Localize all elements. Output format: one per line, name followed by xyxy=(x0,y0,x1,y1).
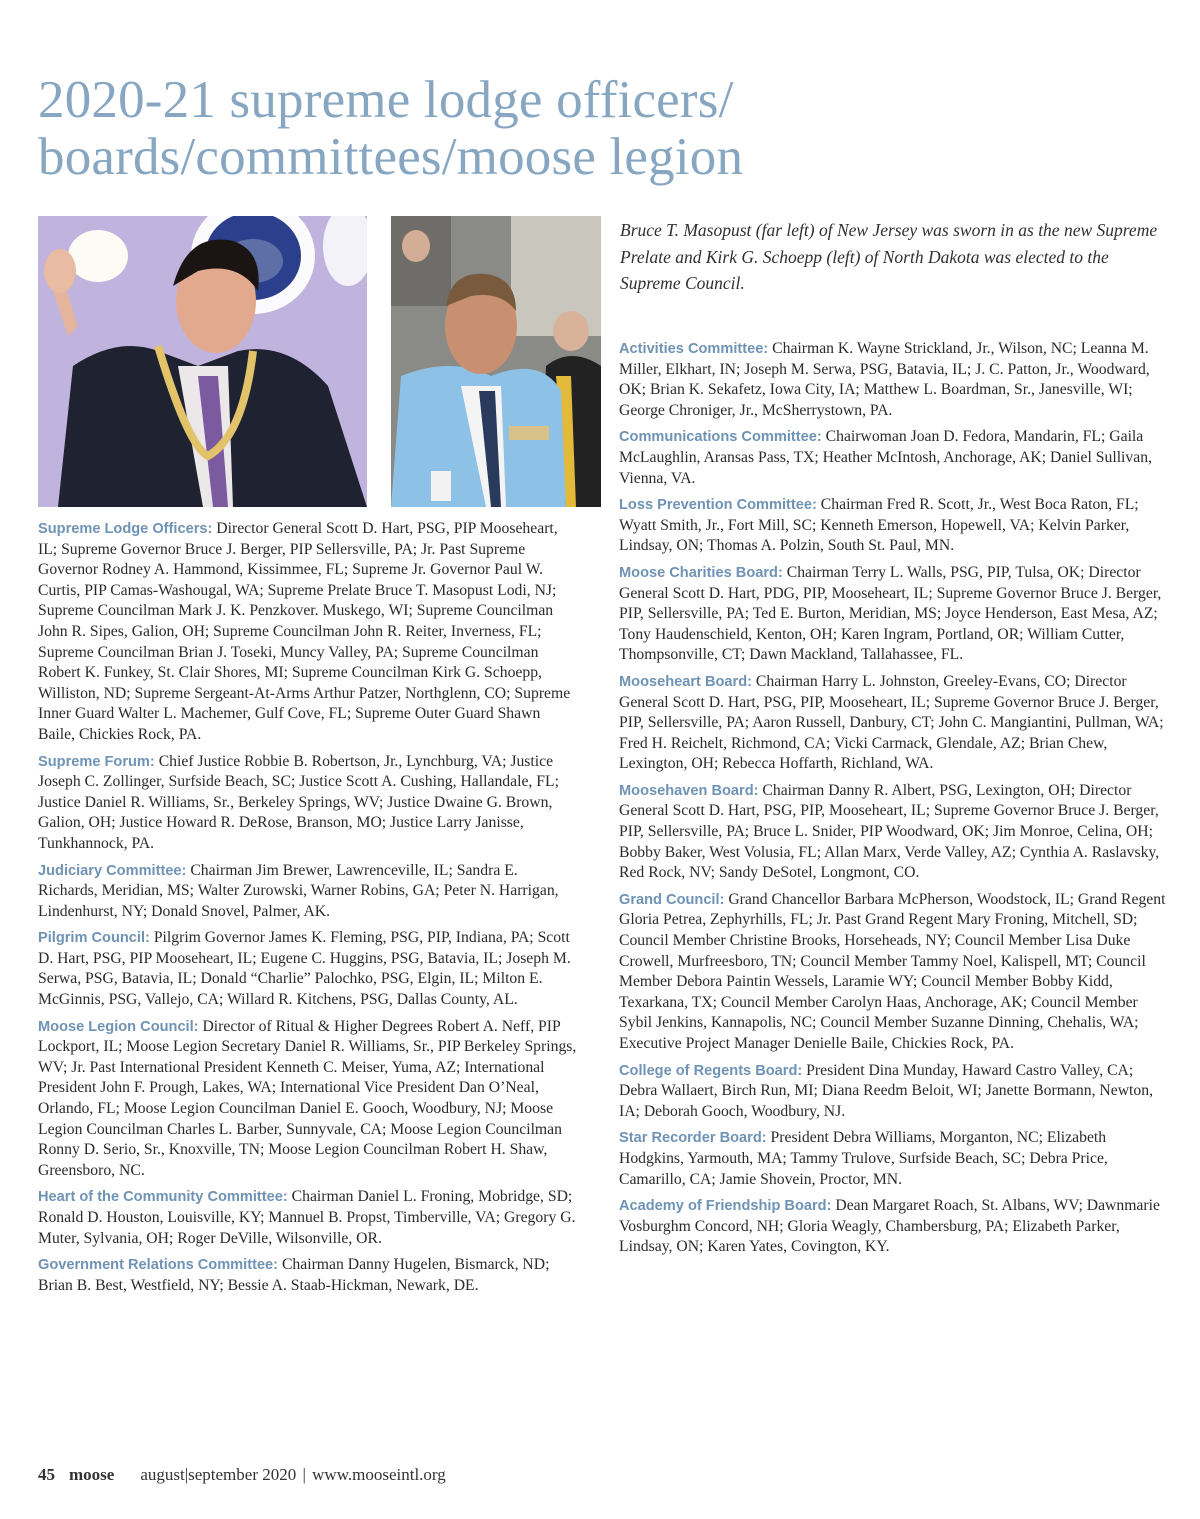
entry-text: Chairman Danny R. Albert, PSG, Lexington, OH; Director General Scott D. Hart, PSG, PIP, Mooseheart, IL; Supreme Governor Bruce J. Berger, PIP, Sellersville, PA; Bruce L. Snider, PIP Woodward, OK; Jim Monroe, Celina, OH; Bobby Baker, West Volusia, FL; Allan Marx, Verde Valley, AZ; Cynthia A. Raslavsky, Red Rock, NV; Sandy DeSotel, Longmont, CO. xyxy=(619,781,1160,882)
photo-caption: Bruce T. Masopust (far left) of New Jersey was sworn in as the new Supreme Prelate and Kirk G. Schoepp (left) of North Dakota was elected to the Supreme Council. xyxy=(620,220,1158,293)
entry-judiciary-committee xyxy=(38,861,578,923)
entry-heading: Star Recorder Board: xyxy=(619,1130,767,1147)
entry-grand-council xyxy=(619,890,1167,1055)
entry-heading: College of Regents Board: xyxy=(619,1062,803,1079)
entry-text: President Debra Williams, Morganton, NC; Elizabeth Hodgkins, Yarmouth, MA; Tammy Trulove, Surfside Beach, SC; Debra Price, Camarillo, CA; Jamie Shovein, Proctor, MN. xyxy=(619,1129,1108,1188)
entry-heart-of-the-community xyxy=(38,1187,578,1249)
entry-heading: Supreme Forum: xyxy=(38,753,155,770)
page-footer xyxy=(38,1465,446,1485)
entry-text: Director of Ritual & Higher Degrees Robert A. Neff, PIP Lockport, IL; Moose Legion Secretary Daniel R. Williams, Sr., PIP Berkeley Springs, WV; Jr. Past International President Kenneth C. Meiser, Yuma, AZ; International President John F. Prough, Lakes, WA; International Vice President Dan O’Neal, Orlando, FL; Moose Legion Councilman Daniel E. Gooch, Woodbury, NJ; Moose Legion Councilman Charles L. Barber, Sunnyvale, CA; Moose Legion Councilman Ronny D. Serio, Sr., Knoxville, TN; Moose Legion Councilman Robert H. Shaw, Greensboro, NC. xyxy=(38,1017,577,1179)
entry-heading: Pilgrim Council: xyxy=(38,930,150,947)
entry-supreme-lodge-officers xyxy=(38,519,578,746)
entry-activities-committee xyxy=(619,339,1167,421)
entry-heading: Loss Prevention Committee: xyxy=(619,497,817,514)
title-line-1: 2020-21 supreme lodge officers/ xyxy=(38,71,734,129)
entry-text: Chairman Daniel L. Froning, Mobridge, SD; Ronald D. Houston, Louisville, KY; Mannuel B. Propst, Timberville, VA; Gregory G. Muter, Sylvania, OH; Roger DeVille, Wilsonville, OR. xyxy=(38,1188,576,1247)
page-title xyxy=(38,72,1158,186)
photo-masopust-sworn-in xyxy=(38,216,367,507)
entry-text: Chairman Harry L. Johnston, Greeley-Evans, CO; Director General Scott D. Hart, PSG, PIP, Mooseheart, IL; Supreme Governor Bruce J. Berger, PIP, Sellersville, PA; Aaron Russell, Danbury, CT; John C. Mangiantini, Pullman, WA; Fred H. Reichelt, Richmond, CA; Vicki Carmack, Glendale, AZ; Brian Chew, Lexington, OH; Rebecca Hoffarth, Richland, WA. xyxy=(619,672,1164,773)
entry-text: Director General Scott D. Hart, PSG, PIP Mooseheart, IL; Supreme Governor Bruce J. Berger, PIP Sellersville, PA; Jr. Past Supreme Governor Rodney A. Hammond, Kissimmee, FL; Supreme Jr. Governor Paul W. Curtis, PIP Camas-Washougal, WA; Supreme Prelate Bruce T. Masopust Lodi, NJ; Supreme Councilman Mark J. K. Penzkover. Muskego, WI; Supreme Councilman John R. Sipes, Galion, OH; Supreme Councilman John R. Reiter, Inverness, FL; Supreme Councilman Brian J. Toseki, Muncy Valley, PA; Supreme Councilman Robert K. Funkey, St. Clair Shores, MI; Supreme Councilman Kirk G. Schoepp, Williston, ND; Supreme Sergeant-At-Arms Arthur Patzer, Northglenn, CO; Supreme Inner Guard Walter L. Machemer, Gulf Cove, FL; Supreme Outer Guard Shawn Baile, Chickies Rock, PA. xyxy=(38,520,571,743)
entry-moosehaven-board xyxy=(619,781,1167,884)
entry-heading: Moosehaven Board: xyxy=(619,782,759,799)
footer-divider: | xyxy=(302,1465,306,1484)
entry-heading: Mooseheart Board: xyxy=(619,673,752,690)
issue-bar: | xyxy=(184,1465,189,1484)
entry-heading: Grand Council: xyxy=(619,891,725,908)
website-link[interactable]: www.mooseintl.org xyxy=(312,1465,446,1484)
entry-text: Pilgrim Governor James K. Fleming, PSG, PIP, Indiana, PA; Scott D. Hart, PSG, PIP Mooseheart, IL; Eugene C. Huggins, PSG, Batavia, IL; Joseph M. Serwa, PSG, Batavia, IL; Donald “Charlie” Palochko, PSG, Elgin, IL; Milton E. McGinnis, PSG, Vallejo, CA; Willard R. Kitchens, PSG, Dallas County, AL. xyxy=(38,929,571,1009)
entry-heading: Communications Committee: xyxy=(619,429,822,446)
left-column xyxy=(38,519,578,1302)
entry-text: Chairman Fred R. Scott, Jr., West Boca Raton, FL; Wyatt Smith, Jr., Fort Mill, SC; Kenneth Emerson, Hopewell, VA; Kelvin Parker, Lindsay, ON; Thomas A. Polzin, South St. Paul, MN. xyxy=(619,496,1139,555)
entry-text: Chairman Terry L. Walls, PSG, PIP, Tulsa, OK; Director General Scott D. Hart, PDG, PIP, Mooseheart, IL; Supreme Governor Bruce J. Berger, PIP, Sellersville, PA; Ted E. Burton, Meridian, MS; Joyce Henderson, East Mesa, AZ; Tony Haudenschield, Kenton, OH; Karen Ingram, Portland, OR; William Cutter, Thompsonville, CT; Dawn Mackland, Tallahassee, FL. xyxy=(619,563,1162,664)
entry-text: Chairwoman Joan D. Fedora, Mandarin, FL; Gaila McLaughlin, Aransas Pass, TX; Heather McIntosh, Anchorage, AK; Daniel Sullivan, Vienna, VA. xyxy=(619,428,1152,487)
entry-loss-prevention-committee xyxy=(619,495,1167,557)
entry-text: Chairman Danny Hugelen, Bismarck, ND; Brian B. Best, Westfield, NY; Bessie A. Staab-Hickman, Newark, DE. xyxy=(38,1256,550,1294)
entry-text: Chairman K. Wayne Strickland, Jr., Wilson, NC; Leanna M. Miller, Elkhart, IN; Joseph M. Serwa, PSG, Batavia, IL; J. C. Patton, Jr., Woodward, OK; Brian K. Sekafetz, Iowa City, IA; Matthew L. Boardman, Sr., Janesville, WI; George Chroniger, Jr., McSherrystown, PA. xyxy=(619,340,1150,419)
entry-text: Grand Chancellor Barbara McPherson, Woodstock, IL; Grand Regent Gloria Petrea, Zephyrhills, FL; Jr. Past Grand Regent Mary Froning, Mitchell, SD; Council Member Christine Brooks, Horseheads, NY; Council Member Lisa Duke Crowell, Murfreesboro, TN; Council Member Tammy Noel, Kalispell, MT; Council Member Debora Paintin Wessels, Laramie WY; Council Member Bobby Kidd, Texarkana, TX; Council Member Carolyn Haas, Anchorage, AK; Council Member Sybil Jenkins, Kannapolis, NC; Council Member Suzanne Dinning, Chehalis, WA; Executive Project Manager Denielle Baile, Chickies Rock, PA. xyxy=(619,890,1166,1052)
entry-heading: Judiciary Committee: xyxy=(38,862,187,879)
entry-text: Chairman Jim Brewer, Lawrenceville, IL; Sandra E. Richards, Meridian, MS; Walter Zurowski, Warner Robins, GA; Peter N. Harrigan, Lindenhurst, NY; Donald Snovel, Palmer, AK. xyxy=(38,861,559,920)
entry-heading: Supreme Lodge Officers: xyxy=(38,521,213,537)
page-number: 45 xyxy=(38,1465,55,1484)
entry-star-recorder-board xyxy=(619,1128,1167,1190)
entry-moose-charities-board xyxy=(619,563,1167,666)
issue-month-1: august xyxy=(140,1465,185,1484)
photo-schoepp xyxy=(391,216,601,507)
entry-heading: Activities Committee: xyxy=(619,341,769,357)
entry-heading: Moose Legion Council: xyxy=(38,1018,199,1035)
right-column xyxy=(619,339,1167,1264)
magazine-name: moose xyxy=(69,1465,115,1484)
entry-heading: Government Relations Committee: xyxy=(38,1257,279,1274)
entry-pilgrim-council xyxy=(38,928,578,1010)
entry-heading: Moose Charities Board: xyxy=(619,564,783,581)
entry-supreme-forum xyxy=(38,752,578,855)
issue-month-2: september 2020 xyxy=(188,1465,297,1484)
entry-college-of-regents-board xyxy=(619,1061,1167,1123)
entry-government-relations xyxy=(38,1255,578,1296)
entry-mooseheart-board xyxy=(619,672,1167,775)
entry-text: Chief Justice Robbie B. Robertson, Jr., Lynchburg, VA; Justice Joseph C. Zollinger, Surfside Beach, SC; Justice Scott A. Cushing, Hallandale, FL; Justice Daniel R. Williams, Sr., Berkeley Springs, WV; Justice Dwaine G. Brown, Galion, OH; Justice Howard R. DeRose, Branson, MO; Justice Larry Janisse, Tunkhannock, PA. xyxy=(38,752,559,852)
entry-communications-committee xyxy=(619,427,1167,489)
title-line-2: boards/committees/moose legion xyxy=(38,128,744,186)
entry-text: President Dina Munday, Haward Castro Valley, CA; Debra Wallaert, Birch Run, MI; Diana Reedm Beloit, WI; Janette Bormann, Newton, IA; Deborah Gooch, Woodbury, NJ. xyxy=(619,1061,1154,1120)
entry-text: Dean Margaret Roach, St. Albans, WV; Dawnmarie Vosburghm Concord, NH; Gloria Weagly, Chambersburg, PA; Elizabeth Parker, Lindsay, ON; Karen Yates, Covington, KY. xyxy=(619,1197,1160,1256)
entry-moose-legion-council xyxy=(38,1017,578,1182)
entry-academy-of-friendship-board xyxy=(619,1196,1167,1258)
entry-heading: Heart of the Community Committee: xyxy=(38,1189,288,1206)
entry-heading: Academy of Friendship Board: xyxy=(619,1198,832,1215)
